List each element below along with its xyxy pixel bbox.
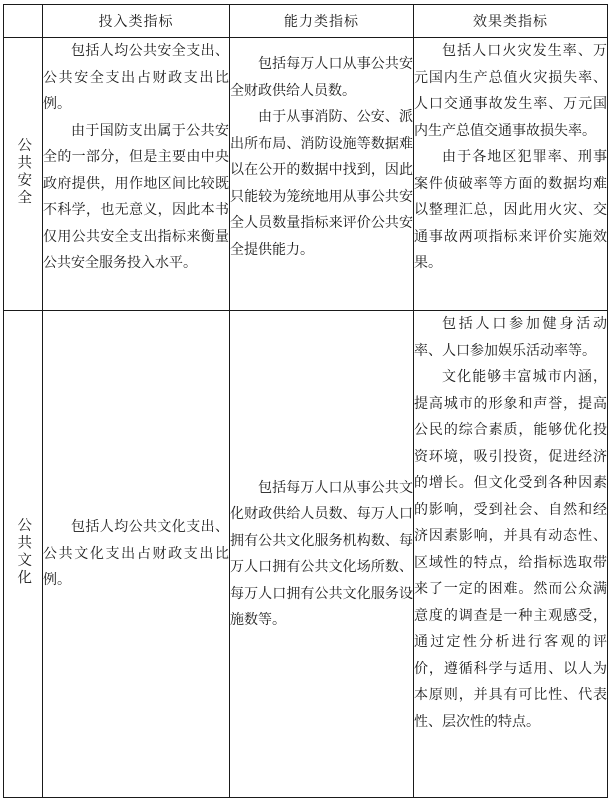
cell-paragraph: 包括人口火灾发生率、万元国内生产总值火灾损失率、人口交通事故发生率、万元国内生产总值交通事故损失率。 [414,43,607,139]
cell-paragraph: 文化能够丰富城市内涵，提高城市的形象和声誉，提高公民的综合素质，能够优化投资环境，吸引投资，促进经济的增长。但文化受到各种因素的影响，受到社会、自然和经济因素影响，并具有动态性、区域性的特点，给指标选取带来了一定的困难。然而公众满意度的调查是一种主观感受，通过定性分析进行客观的评价，遵循科学与适用、以人为本原则，并具有可比性、代表性、层次性的特点。 [414,369,607,730]
cell-culture-effect [414,311,608,798]
cell-paragraph: 包括每万人口从事公共文化财政供给人员数、每万人口拥有公共文化服务机构数、每万人口拥有公共文化场所数、每万人口拥有公共文化服务设施数等。 [230,479,413,628]
cell-safety-effect [414,38,608,311]
cell-culture-input [43,311,230,798]
indicator-table [3,4,608,798]
cell-paragraph: 包括人口参加健身活动率、人口参加娱乐活动率等。 [414,316,607,359]
row-label-public-safety [4,38,43,311]
row-label-text: 公共文化 [15,517,32,587]
header-row [4,5,608,38]
cell-paragraph: 由于各地区犯罪率、刑事案件侦破率等方面的数据均难以整理汇总，因此用火灾、交通事故两项指标来评价实施效果。 [414,149,607,271]
cell-paragraph: 由于国防支出属于公共安全的一部分，但是主要由中央政府提供，用作地区间比较既不科学，也无意义，因此本书仅用公共安全支出指标来衡量公共安全服务投入水平。 [43,122,229,271]
row-label-text: 公共安全 [15,137,32,207]
cell-safety-input [43,38,230,311]
row-label-public-culture [4,311,43,798]
table-row-public-safety [4,38,608,311]
header-capacity-indicators: 能力类指标 [230,5,414,38]
cell-safety-capacity [230,38,414,311]
header-input-indicators: 投入类指标 [43,5,230,38]
header-effect-indicators: 效果类指标 [414,5,608,38]
cell-paragraph: 由于从事消防、公安、派出所布局、消防设施等数据难以在公开的数据中找到，因此只能较为笼统地用从事公共安全人员数量指标来评价公共安全提供能力。 [230,109,413,258]
cell-paragraph: 包括人均公共安全支出、公共安全支出占财政支出比例。 [43,43,229,112]
cell-paragraph: 包括每万人口从事公共安全财政供给人员数。 [230,56,413,99]
cell-culture-capacity [230,311,414,798]
header-blank [4,5,43,38]
table-row-public-culture [4,311,608,798]
cell-paragraph: 包括人均公共文化支出、公共文化支出占财政支出比例。 [43,519,229,589]
